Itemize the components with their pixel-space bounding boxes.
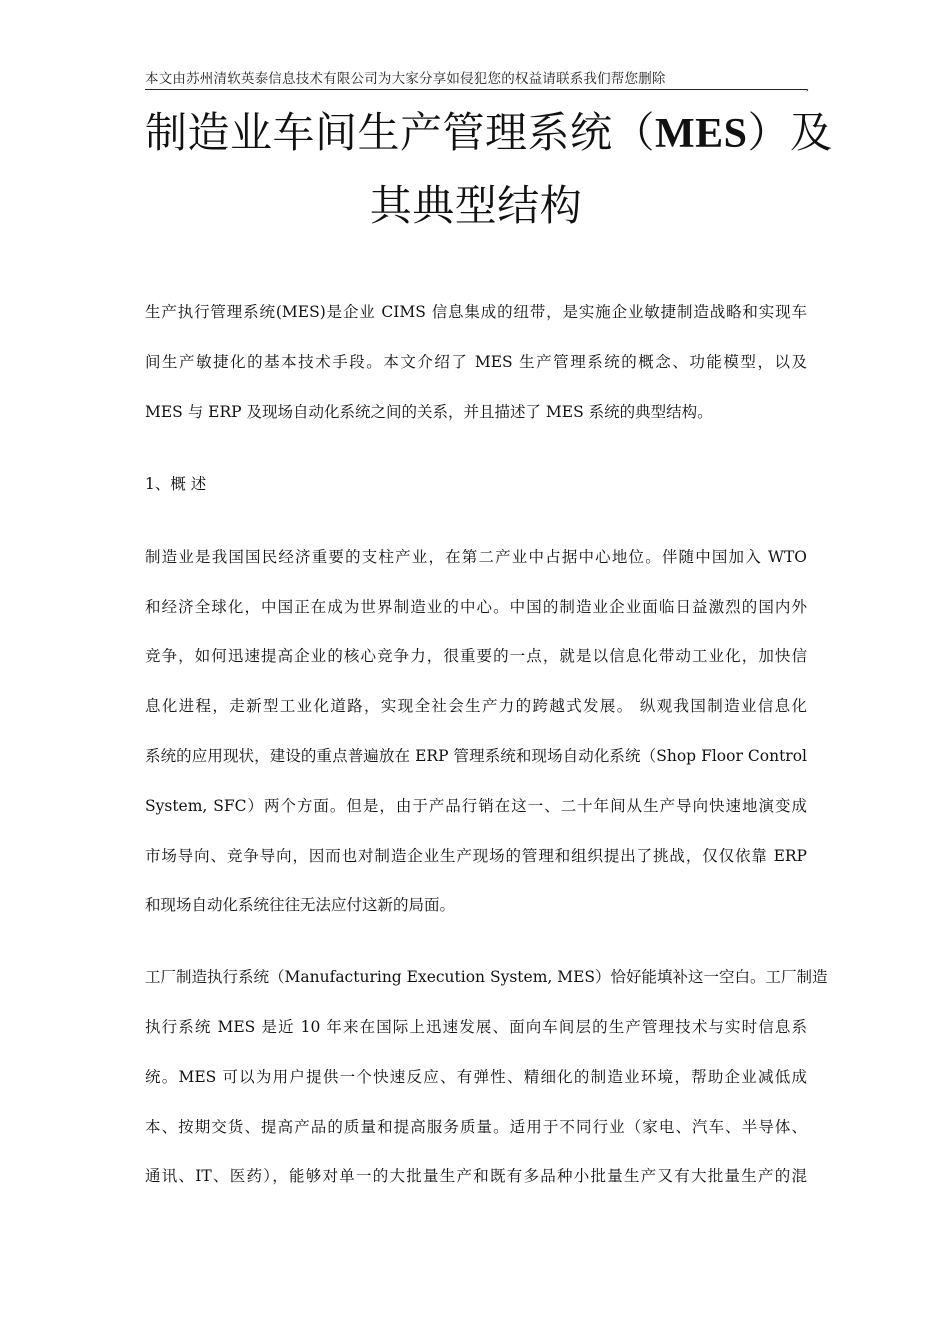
paragraph-line: 市场导向、竞争导向，因而也对制造企业生产现场的管理和组织提出了挑战，仅仅依靠 ERP: [145, 847, 807, 865]
paragraph-line: 和现场自动化系统往往无法应付这新的局面。: [145, 896, 456, 914]
title-line1-pre: 制造业车间生产管理系统（: [145, 108, 656, 157]
abstract-line: 间生产敏捷化的基本技术手段。本文介绍了 MES 生产管理系统的概念、功能模型，以及: [145, 353, 807, 371]
document-title-line-2: 其典型结构: [369, 181, 583, 230]
paragraph-line: 通讯、IT、医药），能够对单一的大批量生产和既有多品种小批量生产又有大批量生产的混: [145, 1167, 807, 1185]
title-line1-post: ）及: [747, 108, 833, 157]
header-tick: ,: [806, 82, 810, 93]
paragraph-line: 制造业是我国国民经济重要的支柱产业，在第二产业中占据中心地位。伴随中国加入 WTO: [145, 548, 807, 566]
abstract-line: 生产执行管理系统(MES)是企业 CIMS 信息集成的纽带，是实施企业敏捷制造战略和实现车: [145, 303, 807, 321]
paragraph-line: 和经济全球化，中国正在成为世界制造业的中心。中国的制造业企业面临日益激烈的国内外: [145, 598, 807, 616]
paragraph-line: 统。MES 可以为用户提供一个快速反应、有弹性、精细化的制造业环境，帮助企业减低成: [145, 1068, 807, 1086]
paragraph-line: 工厂制造执行系统（Manufacturing Execution System, MES）恰好能填补这一空白。工厂制造: [145, 968, 828, 986]
paragraph-line: 本、按期交货、提高产品的质量和提高服务质量。适用于不同行业（家电、汽车、半导体、: [145, 1118, 807, 1136]
abstract-line: MES 与 ERP 及现场自动化系统之间的关系，并且描述了 MES 系统的典型结构。: [145, 403, 713, 421]
title-line1-bold: MES: [655, 111, 748, 157]
paragraph-line: 执行系统 MES 是近 10 年来在国际上迅速发展、面向车间层的生产管理技术与实时信息系: [145, 1018, 807, 1036]
paragraph-line: 息化进程，走新型工业化道路，实现全社会生产力的跨越式发展。 纵观我国制造业信息化: [145, 697, 807, 715]
section-heading: 1、概 述: [145, 475, 207, 493]
paragraph-line: System, SFC）两个方面。但是，由于产品行销在这一、二十年间从生产导向快速地演变成: [145, 797, 807, 815]
header-rule: [145, 89, 807, 90]
document-title-line-1: [145, 108, 833, 159]
header-notice: 本文由苏州清软英泰信息技术有限公司为大家分享如侵犯您的权益请联系我们帮您删除: [145, 71, 666, 87]
paragraph-line: 竞争，如何迅速提高企业的核心竞争力，很重要的一点，就是以信息化带动工业化，加快信: [145, 647, 807, 665]
paragraph-line: 系统的应用现状，建设的重点普遍放在 ERP 管理系统和现场自动化系统（Shop Floor Control: [145, 747, 807, 765]
